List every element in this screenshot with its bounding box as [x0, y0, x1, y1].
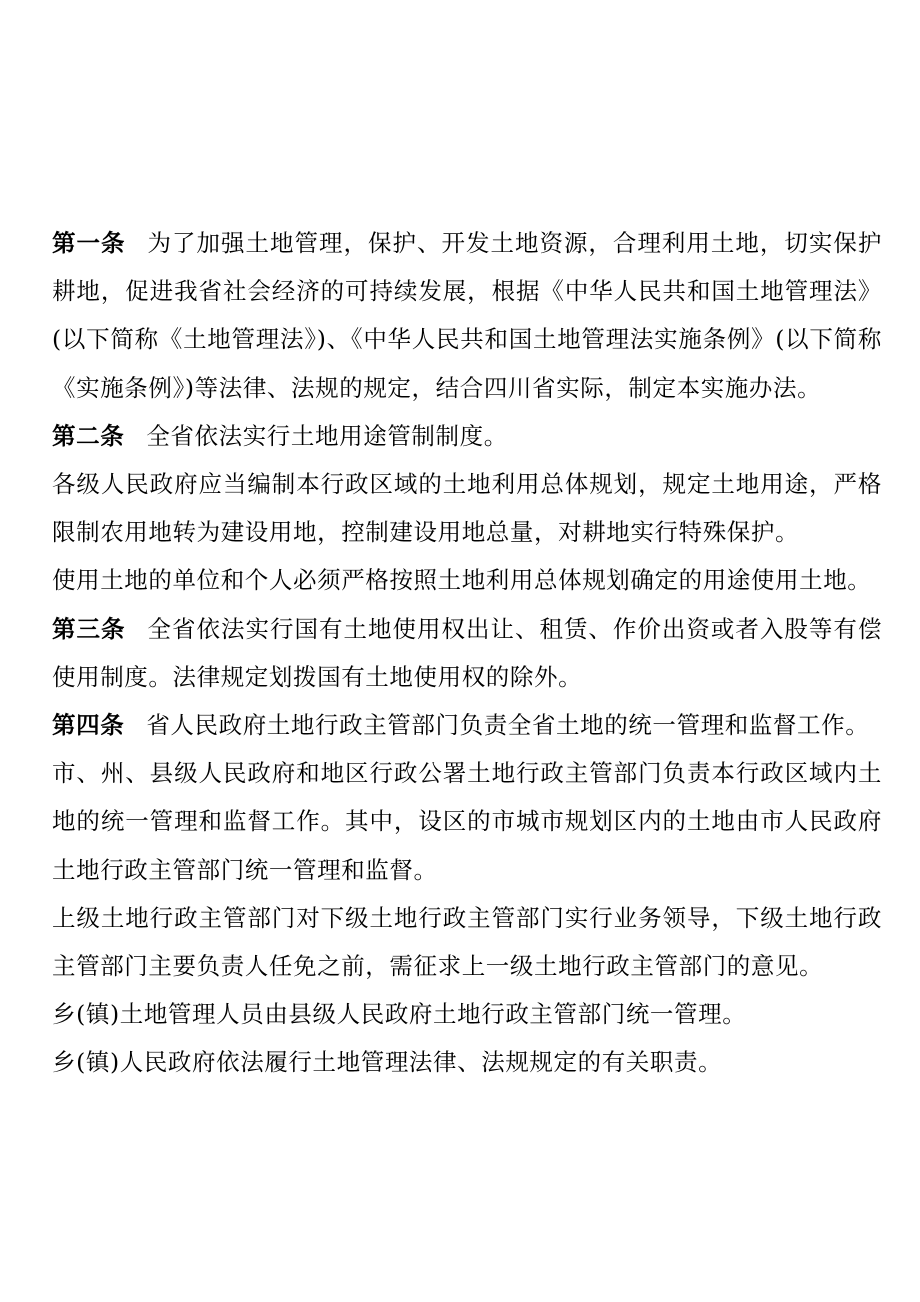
article-2-paragraph-3: 使用土地的单位和个人必须严格按照土地利用总体规划确定的用途使用土地。 [52, 566, 872, 595]
article-4-paragraph-3: 上级土地行政主管部门对下级土地行政主管部门实行业务领导，下级土地行政主管部门主要负责人任免之前，需征求上一级土地行政主管部门的意见。 [52, 903, 882, 981]
article-4-label: 第四条 [52, 711, 125, 740]
article-1-text-1: 为了加强土地管理，保护、开发土地资源，合理利用土地，切实保护耕地，促进我省社会经济的可持续发展，根据《中华人民共和国土地管理法》(以下简称《土地管理法》)、《中华人民共和国土地管理法实施条例》(以下简称《实施条例》)等法律、法规的规定，结合四川省实际，制定本实施办法。 [52, 229, 882, 402]
article-2-text-1: 全省依法实行土地用途管制制度。 [146, 421, 508, 450]
document-body [52, 219, 882, 1087]
article-4-text-1: 省人民政府土地行政主管部门负责全省土地的统一管理和监督工作。 [146, 711, 870, 740]
article-1-label: 第一条 [52, 229, 126, 257]
article-2-paragraph-1 [52, 412, 882, 460]
article-4-paragraph-2: 市、州、县级人民政府和地区行政公署土地行政主管部门负责本行政区域内土地的统一管理和监督工作。其中，设区的市城市规划区内的土地由市人民政府土地行政主管部门统一管理和监督。 [52, 759, 882, 884]
article-2-paragraph-2: 各级人民政府应当编制本行政区域的土地利用总体规划，规定土地用途，严格限制农用地转为建设用地，控制建设用地总量，对耕地实行特殊保护。 [52, 470, 882, 547]
article-4-paragraph-5: 乡(镇)人民政府依法履行土地管理法律、法规规定的有关职责。 [52, 1048, 723, 1077]
article-3-paragraph-1 [52, 605, 882, 701]
article-3-text-1: 全省依法实行国有土地使用权出让、租赁、作价出资或者入股等有偿使用制度。法律规定划拨国有土地使用权的除外。 [52, 614, 882, 691]
article-4-paragraph-1 [52, 701, 882, 749]
article-2-label: 第二条 [52, 421, 125, 450]
article-1-paragraph-1 [52, 219, 882, 412]
article-4-paragraph-4: 乡(镇)土地管理人员由县级人民政府土地行政主管部门统一管理。 [52, 1000, 747, 1029]
article-3-label: 第三条 [52, 614, 126, 643]
